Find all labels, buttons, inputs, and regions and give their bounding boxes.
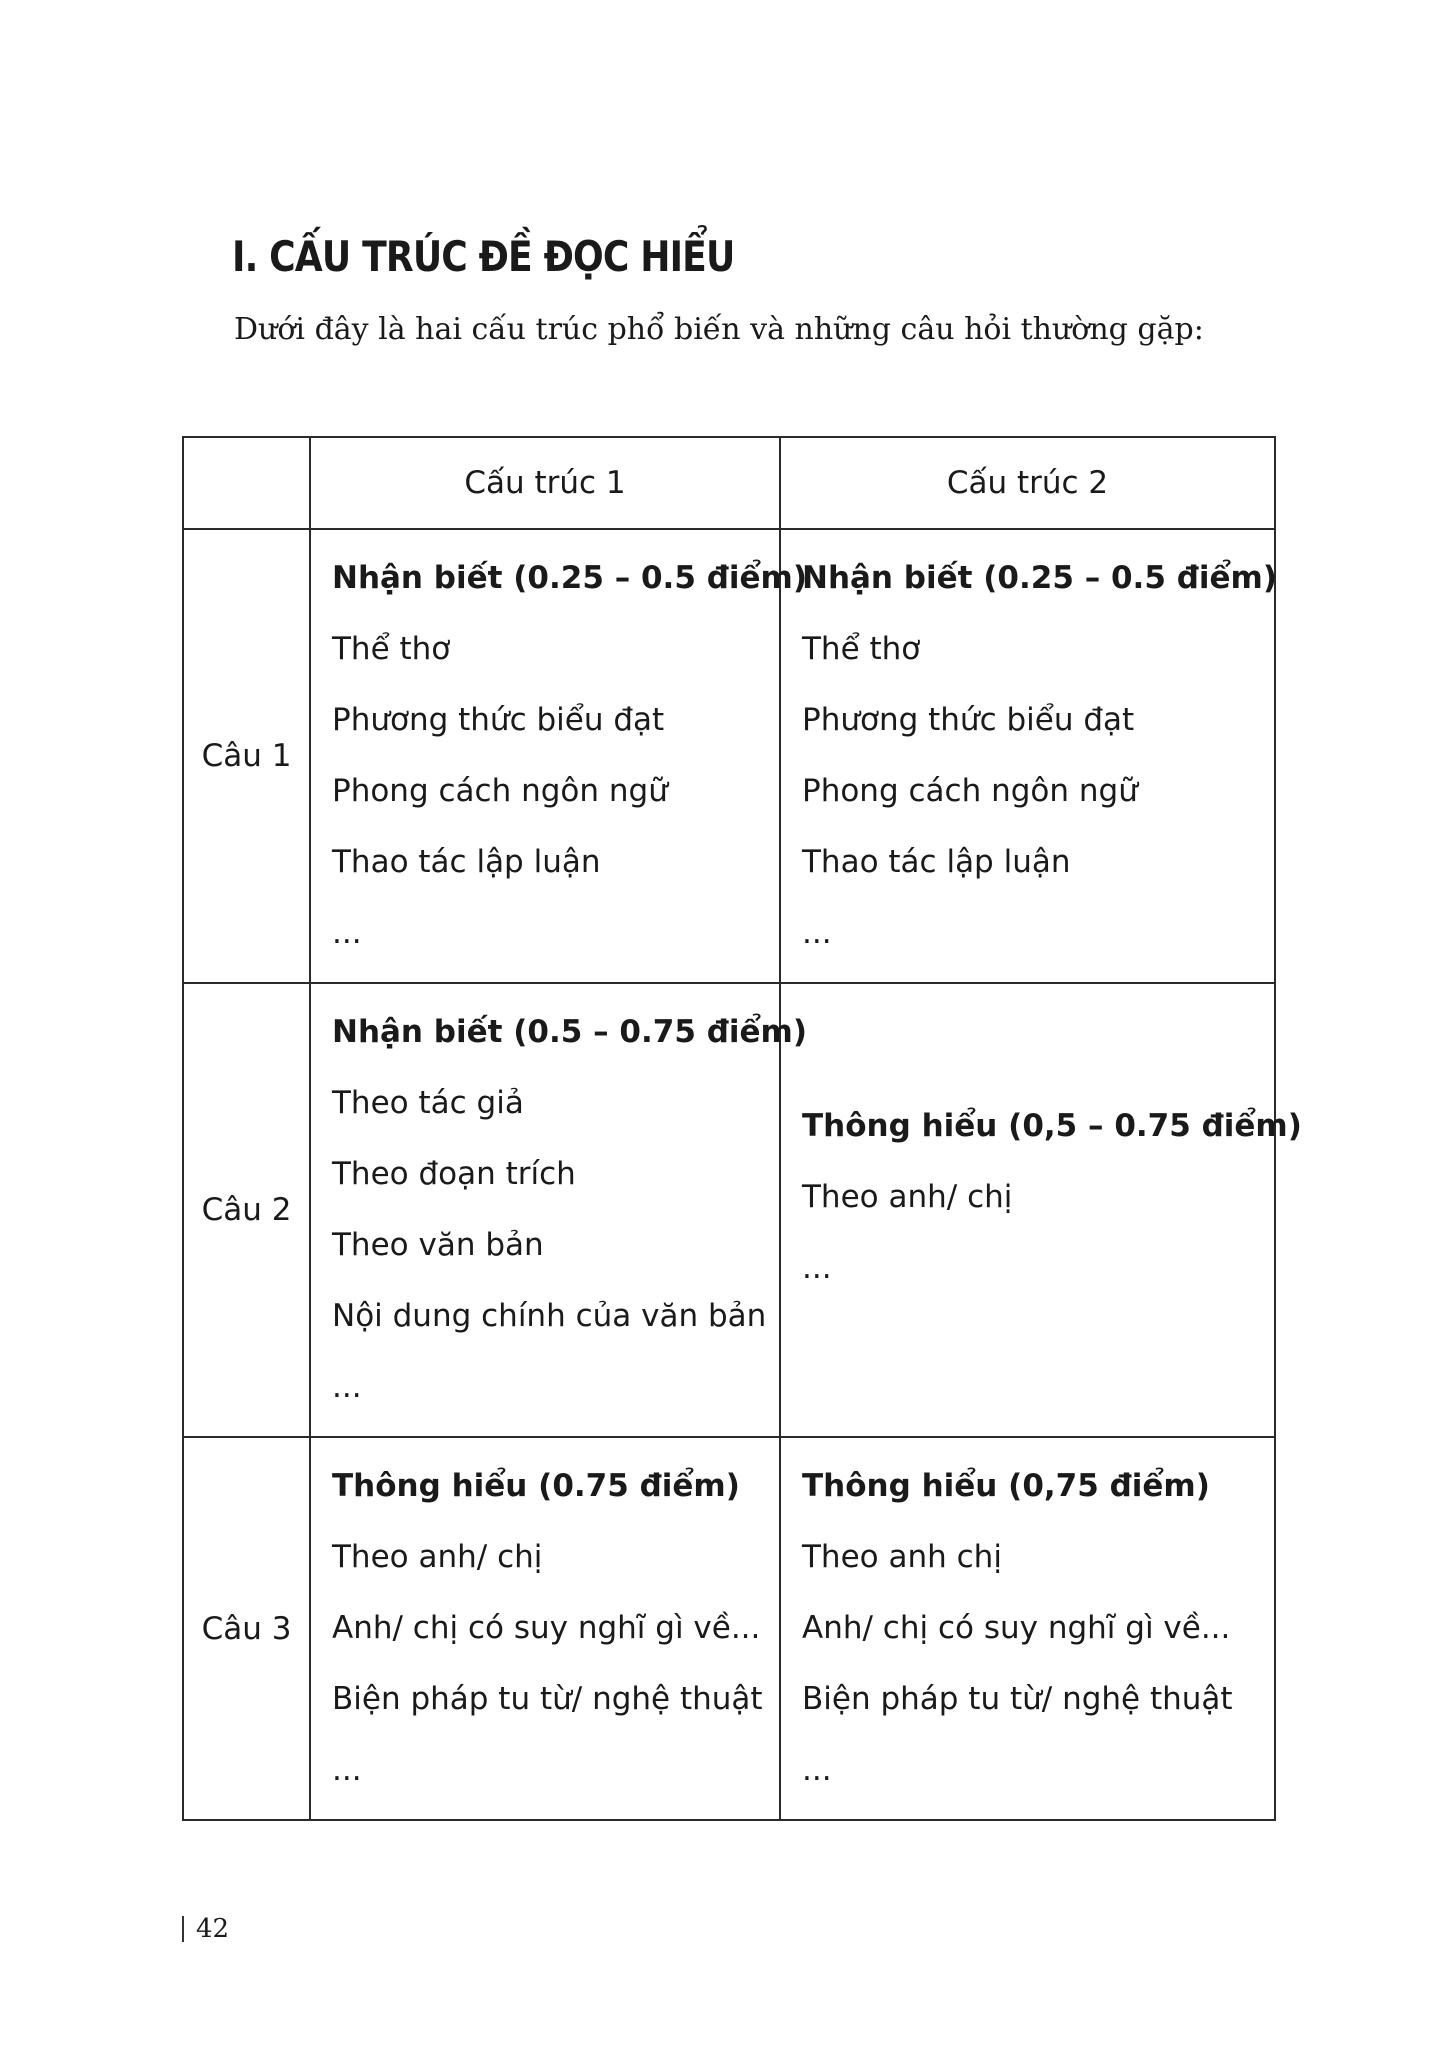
cell-item: ... bbox=[332, 1369, 362, 1405]
page-footer bbox=[182, 1914, 229, 1944]
cell-title: Thông hiểu (0,5 – 0.75 điểm) bbox=[802, 1107, 1302, 1144]
cell-item: Biện pháp tu từ/ nghệ thuật bbox=[802, 1681, 1233, 1717]
cell-structure-2 bbox=[780, 529, 1278, 983]
cell-item: Thao tác lập luận bbox=[332, 844, 601, 880]
cell-structure-1 bbox=[310, 1437, 780, 1820]
cell-title: Thông hiểu (0.75 điểm) bbox=[332, 1468, 740, 1504]
cell-structure-1 bbox=[310, 983, 808, 1437]
cell-item: Thể thơ bbox=[332, 631, 451, 667]
cell-title: Nhận biết (0.5 – 0.75 điểm) bbox=[332, 1014, 808, 1050]
table-row-cau-3 bbox=[183, 1437, 1275, 1820]
cell-item: Phong cách ngôn ngữ bbox=[332, 773, 668, 809]
cell-item: ... bbox=[332, 915, 362, 951]
cell-item: Theo tác giả bbox=[332, 1085, 524, 1121]
cell-item: Phương thức biểu đạt bbox=[332, 702, 665, 738]
cell-item: Anh/ chị có suy nghĩ gì về... bbox=[332, 1610, 761, 1646]
cell-title: Nhận biết (0.25 – 0.5 điểm) bbox=[332, 560, 808, 596]
table-row-cau-1 bbox=[183, 529, 1275, 983]
header-structure-2: Cấu trúc 2 bbox=[780, 437, 1275, 529]
section-heading: I. CẤU TRÚC ĐỀ ĐỌC HIỂU bbox=[232, 232, 735, 281]
cell-item: Anh/ chị có suy nghĩ gì về... bbox=[802, 1610, 1231, 1646]
cell-item: ... bbox=[802, 1752, 832, 1788]
cell-title: Nhận biết (0.25 – 0.5 điểm) bbox=[802, 560, 1278, 596]
intro-text: Dưới đây là hai cấu trúc phổ biến và những câu hỏi thường gặp: bbox=[234, 312, 1204, 347]
cell-item: Biện pháp tu từ/ nghệ thuật bbox=[332, 1681, 763, 1717]
cell-structure-1 bbox=[310, 529, 808, 983]
cell-item: Theo anh/ chị bbox=[332, 1539, 543, 1575]
header-empty-cell bbox=[183, 437, 310, 529]
cell-item: ... bbox=[802, 1249, 832, 1286]
cell-structure-2 bbox=[780, 1437, 1275, 1820]
cell-item: Theo đoạn trích bbox=[332, 1156, 576, 1192]
row-label: Câu 2 bbox=[183, 983, 310, 1437]
cell-item: ... bbox=[802, 915, 832, 951]
header-structure-1: Cấu trúc 1 bbox=[310, 437, 780, 529]
cell-title: Thông hiểu (0,75 điểm) bbox=[802, 1468, 1210, 1504]
row-label: Câu 1 bbox=[183, 529, 310, 983]
table-header-row bbox=[183, 437, 1275, 529]
cell-item: Nội dung chính của văn bản bbox=[332, 1298, 767, 1334]
page-number-divider bbox=[182, 1916, 184, 1942]
cell-item: Thao tác lập luận bbox=[802, 844, 1071, 880]
cell-item: Theo anh/ chị bbox=[802, 1178, 1013, 1215]
cell-item: Phương thức biểu đạt bbox=[802, 702, 1135, 738]
cell-structure-2 bbox=[780, 983, 1302, 1437]
table-row-cau-2 bbox=[183, 983, 1275, 1437]
cell-item: Thể thơ bbox=[802, 631, 921, 667]
cell-item: Theo văn bản bbox=[332, 1227, 544, 1263]
cell-item: ... bbox=[332, 1752, 362, 1788]
page-number: 42 bbox=[196, 1914, 230, 1944]
cell-item: Phong cách ngôn ngữ bbox=[802, 773, 1138, 809]
cell-item: Theo anh chị bbox=[802, 1539, 1002, 1575]
row-label: Câu 3 bbox=[183, 1437, 310, 1820]
structure-table bbox=[182, 436, 1302, 1821]
